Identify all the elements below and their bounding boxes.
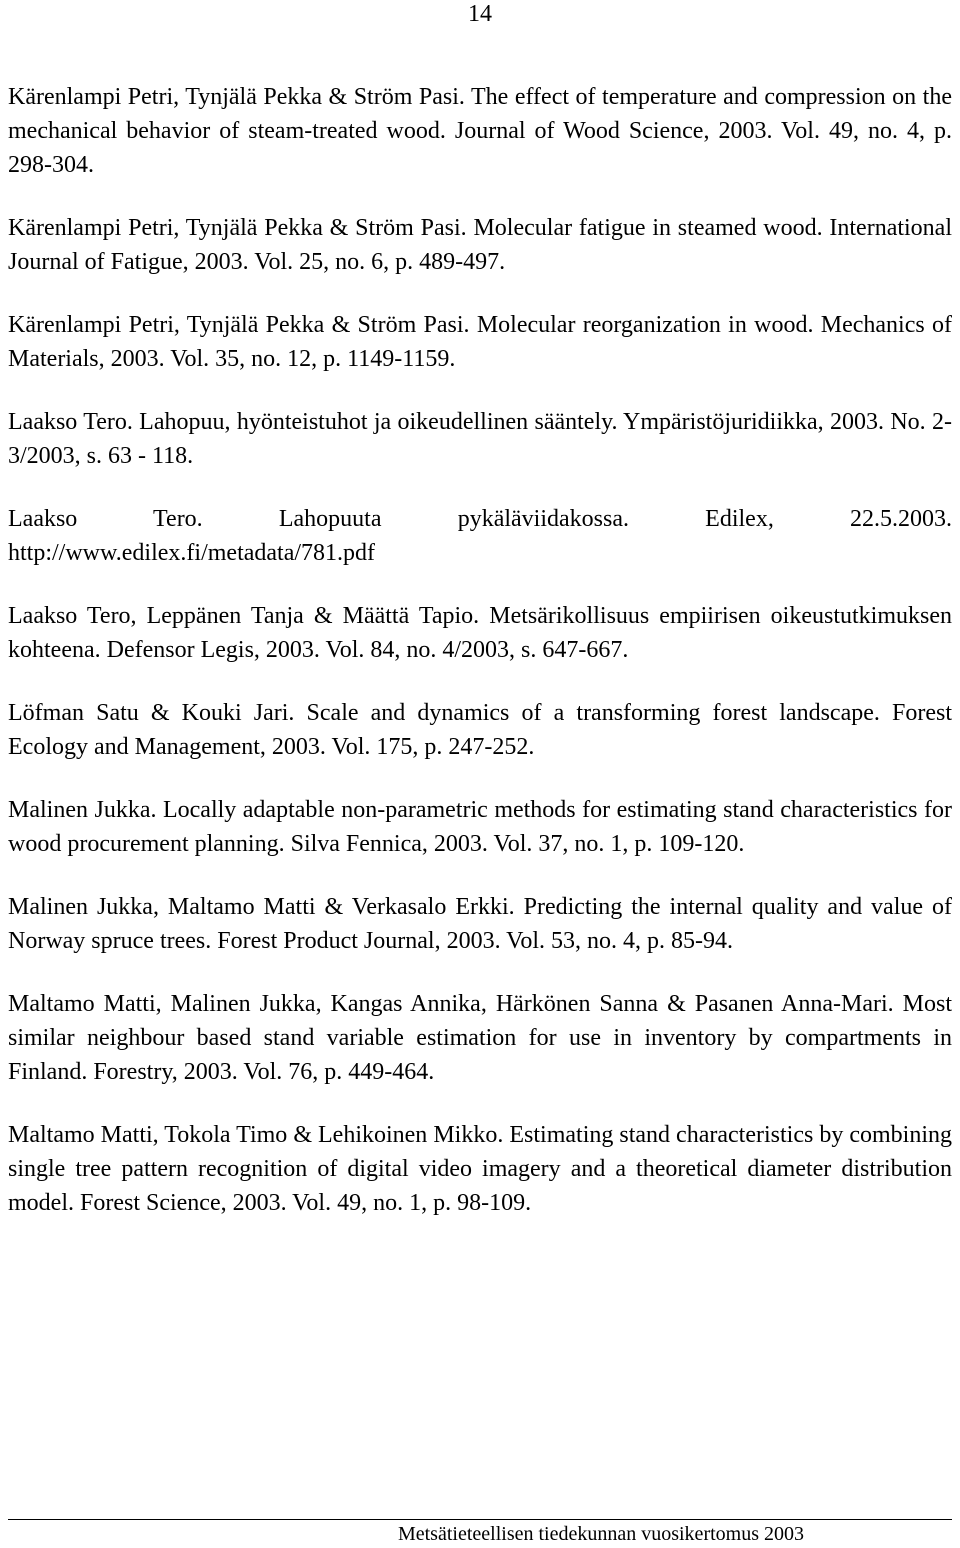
reference-details: Predicting the internal quality and value of Norway spruce trees. Forest Product Journal, 2003. Vol. 53, no. 4, p. 85-94. (8, 894, 952, 954)
reference-details: The effect of temperature and compression on the mechanical behavior of steam-treated wood. Journal of Wood Science, 2003. Vol. 49, no. 4, p. 298-304. (8, 84, 952, 178)
reference-authors: Malinen Jukka. (8, 797, 157, 823)
reference-item (8, 890, 952, 958)
footer-text: Metsätieteellisen tiedekunnan vuosikertomus 2003 (397, 1523, 804, 1545)
reference-authors: Kärenlampi Petri, Tynjälä Pekka & Ström Pasi. (8, 84, 465, 110)
reference-authors: Kärenlampi Petri, Tynjälä Pekka & Ström Pasi. (8, 215, 467, 241)
reference-authors: Maltamo Matti, Tokola Timo & Lehikoinen Mikko. (8, 1122, 504, 1148)
reference-list (8, 80, 952, 1249)
reference-item (8, 793, 952, 861)
reference-item (8, 211, 952, 279)
reference-authors: Löfman Satu & Kouki Jari. (8, 700, 295, 726)
reference-item (8, 80, 952, 182)
reference-details: Lahopuuta pykäläviidakossa. Edilex, 22.5.2003. http://www.edilex.fi/metadata/781.pdf (8, 506, 952, 566)
reference-details: Lahopuu, hyönteistuhot ja oikeudellinen sääntely. Ympäristöjuridiikka, 2003. No. 2-3/2003, s. 63 - 118. (8, 409, 952, 469)
reference-details: Scale and dynamics of a transforming forest landscape. Forest Ecology and Management, 2003. Vol. 175, p. 247-252. (8, 700, 952, 760)
reference-authors: Laakso Tero, Leppänen Tanja & Määttä Tapio. (8, 603, 480, 629)
reference-authors: Maltamo Matti, Malinen Jukka, Kangas Annika, Härkönen Sanna & Pasanen Anna-Mari. (8, 991, 894, 1017)
reference-item (8, 308, 952, 376)
reference-item (8, 405, 952, 473)
reference-authors: Laakso Tero. (8, 409, 133, 435)
reference-authors: Kärenlampi Petri, Tynjälä Pekka & Ström Pasi. (8, 312, 470, 338)
reference-details: Metsärikollisuus empiirisen oikeustutkimuksen kohteena. Defensor Legis, 2003. Vol. 84, no. 4/2003, s. 647-667. (8, 603, 952, 663)
reference-item (8, 599, 952, 667)
reference-details: Molecular fatigue in steamed wood. International Journal of Fatigue, 2003. Vol. 25, no. 6, p. 489-497. (8, 215, 952, 275)
reference-authors: Malinen Jukka, Maltamo Matti & Verkasalo Erkki. (8, 894, 515, 920)
footer-divider (8, 1519, 952, 1520)
reference-item (8, 987, 952, 1089)
reference-item (8, 502, 952, 570)
reference-details: Locally adaptable non-parametric methods for estimating stand characteristics for wood procurement planning. Silva Fennica, 2003. Vol. 37, no. 1, p. 109-120. (8, 797, 952, 857)
reference-authors: Laakso Tero. (8, 506, 203, 532)
reference-item (8, 696, 952, 764)
reference-details: Molecular reorganization in wood. Mechanics of Materials, 2003. Vol. 35, no. 12, p. 1149-1159. (8, 312, 952, 372)
reference-item (8, 1118, 952, 1220)
reference-details: Most similar neighbour based stand variable estimation for use in inventory by compartments in Finland. Forestry, 2003. Vol. 76, p. 449-464. (8, 991, 952, 1085)
reference-details: Estimating stand characteristics by combining single tree pattern recognition of digital video imagery and a theoretical diameter distribution model. Forest Science, 2003. Vol. 49, no. 1, p. 98-109. (8, 1122, 953, 1216)
page-number: 14 (468, 1, 492, 27)
